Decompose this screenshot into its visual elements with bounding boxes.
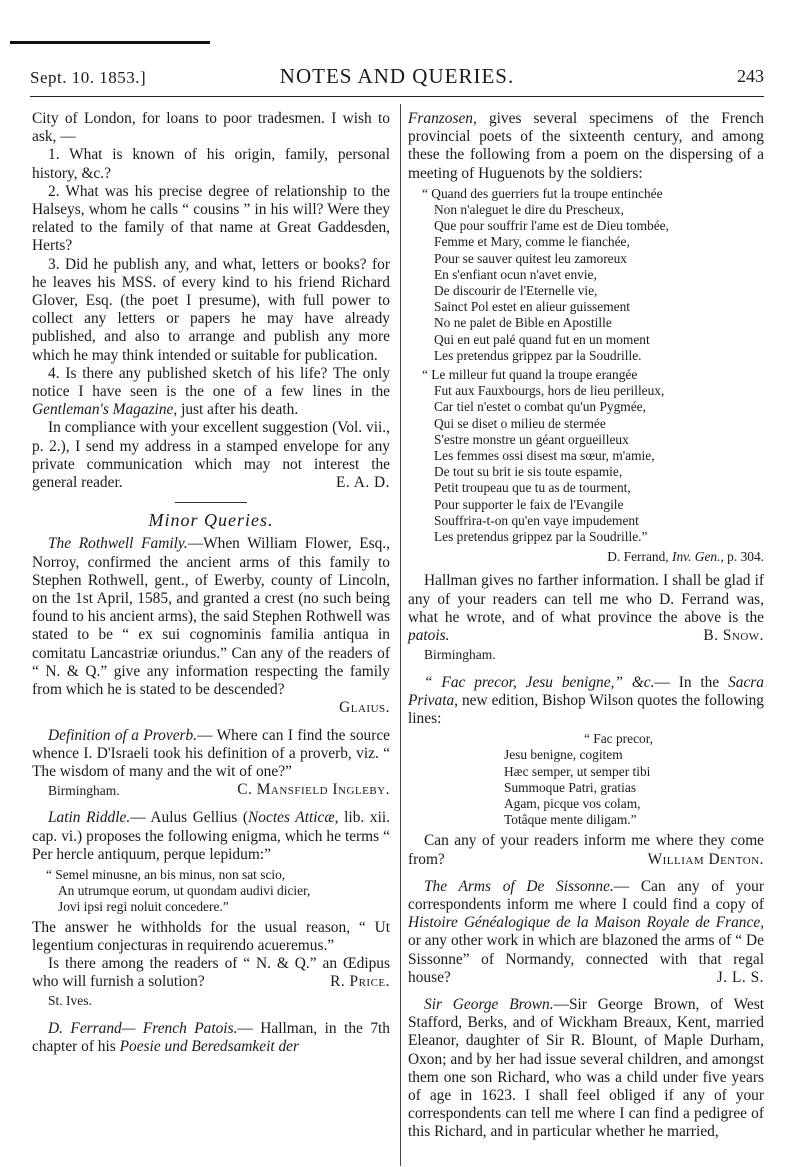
ferrand-continuation-text: gives several specimens of the French provincial poets of the sixteenth century, and among these the following from a poem on the dispersing of a meeting of Huguenots by the soldiers: <box>408 110 764 182</box>
verse-line: En s'enfiant ocun n'avet envie, <box>434 266 597 282</box>
top-rule <box>10 41 210 44</box>
header-date: Sept. 10. 1853.] <box>30 68 147 87</box>
riddle-title: Latin Riddle. <box>48 809 131 827</box>
verse-line: Hæc semper, ut semper tibi <box>504 763 651 779</box>
verse-line: “ Le milleur fut quand la troupe erangée <box>422 367 638 383</box>
ferrand-query <box>32 1020 390 1056</box>
riddle-text-b: lib. xii. cap. vi.) proposes the following enigma, which he terms “ Per hercle antiquum, perque lepidum:” <box>32 809 390 863</box>
column-divider <box>400 104 401 1166</box>
riddle-verse <box>46 867 390 916</box>
brown-query <box>408 996 764 1142</box>
hallman-paragraph <box>408 572 764 645</box>
verse-citation <box>408 548 764 566</box>
verse-line: Pour supporter le faix de l'Evangile <box>434 496 624 512</box>
rothwell-text: —When William Flower, Esq., Norroy, confirmed the ancient arms of this family to Stephen Rothwell, gent., of Ewerby, county of Lincoln, on the 1st April, 1585, and granted a crest (no such being found to his ancient arms), the said Stephen Rothwell was stated to be “ ex sui cognominis familia antiqua in comitatu Lancastriæ oriundus.” Can any of the readers of “ N. & Q.” give any information respecting the family from which he is stated to be descended? <box>32 535 390 699</box>
arms-text-a: — Can any of your correspondents inform me where I could find a copy of <box>408 877 764 913</box>
compliance-text: In compliance with your excellent suggestion (Vol. vii., p. 2.), I send my address in a stamped envelope for any private communication which may not interest the general reader. <box>32 419 390 492</box>
section-title: Minor Queries. <box>148 510 274 531</box>
verse-line: Fut aux Fauxbourgs, hors de lieu perilleux, <box>434 383 665 399</box>
ferrand-text: — Hallman, in the 7th chapter of his <box>32 1019 390 1055</box>
verse-line: “ Quand des guerriers fut la troupe entinchée <box>422 185 663 201</box>
rothwell-query <box>32 535 390 699</box>
fac-query <box>408 674 764 729</box>
signature-glaius: Glaius. <box>339 699 390 717</box>
verse-line: Les femmes ossi disest ma sœur, m'amie, <box>434 448 655 464</box>
brown-text: —Sir George Brown, of West Stafford, Berks, and of Wickham Breaux, Kent, married Eleanor, daughter of Sir R. Blount, of Maple Durham, Oxon; and by her had issue several children, and amongst them one son Richard, who was a child under five years of age in 1623. I shall feel obliged if any of your correspondents can tell me where I can find a pedigree of this Richard, and in particular whether he married, <box>408 995 764 1141</box>
verse-line: Non n'aleguet le dire du Prescheux, <box>434 202 624 218</box>
verse-line: Que pour souffrir l'ame est de Dieu tombée, <box>434 218 669 234</box>
verse-line: Jovi ipsi regi noluit concedere.” <box>58 899 229 915</box>
verse-line: De tout su brit ie sis toute espamie, <box>434 464 623 480</box>
query-4-text: 4. Is there any published sketch of his life? The only notice I have seen is the one of a few lines in the <box>32 364 390 401</box>
paragraph-continuation: City of London, for loans to poor tradesmen. I wish to ask, — <box>32 110 390 146</box>
arms-query <box>408 878 764 987</box>
brown-title: Sir George Brown. <box>424 995 554 1013</box>
verse-line: De discourir de l'Eternelle vie, <box>434 283 598 299</box>
query-1: 1. What is known of his origin, family, personal history, &c.? <box>32 146 390 182</box>
signature-denton: William Denton. <box>647 850 764 868</box>
magazine-title: Gentleman's Magazine, <box>32 401 178 419</box>
arms-text-b: or any other work in which are blazoned the arms of “ De Sissonne” of Normandy, connected with that regal house? <box>408 932 764 986</box>
cite-page: p. 304. <box>727 549 764 565</box>
verse-line: Car tiel n'estet o combat qu'un Pygmée, <box>434 399 646 415</box>
header-title: NOTES AND QUERIES. <box>279 64 515 88</box>
signature-ead: E. A. D. <box>335 474 390 492</box>
verse-line: Souffrira-t-on qu'en vaye impudement <box>434 512 639 528</box>
franzosen-work: Franzosen, <box>408 110 477 127</box>
verse-line: “ Fac precor, <box>584 731 653 747</box>
verse-line: No ne palet de Bible en Apostille <box>434 315 612 331</box>
query-2: 2. What was his precise degree of relationship to the Halseys, whom he calls “ cousins ” in his will? Were they related to the family of that name at Great Gaddesden, Herts? <box>32 182 390 255</box>
riddle-query <box>32 809 390 864</box>
section-separator <box>175 502 247 503</box>
arms-title: The Arms of De Sissonne. <box>424 877 614 895</box>
query-4 <box>32 365 390 420</box>
verse-line: Petit troupeau que tu as de tourment, <box>434 480 631 496</box>
left-column <box>32 110 390 1056</box>
hallman-text: Hallman gives no farther information. I shall be glad if any of your readers can tell me who D. Ferrand was, what he wrote, and of what province the above is the <box>408 572 764 626</box>
place-birmingham-2: Birmingham. <box>424 647 496 663</box>
latin-verse <box>504 731 764 828</box>
cite-author: D. Ferrand, <box>607 549 669 565</box>
right-column <box>408 110 764 1142</box>
riddle-question-text: Is there among the readers of “ N. & Q.” an Œdipus who will furnish a solution? <box>32 954 390 991</box>
signature-price: R. Price. <box>330 973 390 991</box>
verse-line: Pour se sauver quitest leu zamoreux <box>434 250 627 266</box>
fac-title: “ Fac precor, Jesu benigne,” &c. <box>424 673 655 691</box>
signature-ingleby: C. Mansfield Ingleby. <box>237 781 390 799</box>
page-header <box>30 64 764 94</box>
french-verse-2 <box>422 367 764 545</box>
ferrand-work: Poesie und Beredsamkeit der <box>119 1037 299 1055</box>
place-birmingham-1: Birmingham. <box>48 783 120 799</box>
verse-line: Les pretendus grippez par la Soudrille.” <box>434 529 648 545</box>
verse-line: Summoque Patri, gratias <box>504 779 637 795</box>
query-4-end: just after his death. <box>181 401 299 419</box>
place-st-ives: St. Ives. <box>48 993 92 1009</box>
rothwell-title: The Rothwell Family. <box>48 535 188 553</box>
verse-line: An utrumque eorum, ut quondam audivi dicier, <box>58 883 311 899</box>
proverb-text: — Where can I find the source whence I. D'Israeli took his definition of a proverb, viz. “ The wisdom of many and the wit of one?” <box>32 726 390 780</box>
riddle-answer: The answer he withholds for the usual reason, “ Ut legentium conjecturas in requirendo acueremus.” <box>32 918 390 954</box>
verse-line: Sainct Pol estet en alieur guissement <box>434 299 630 315</box>
french-verse-1 <box>422 186 764 364</box>
verse-line: “ Semel minusne, an bis minus, non sat scio, <box>46 866 286 882</box>
patois-word: patois. <box>408 627 450 645</box>
ferrand-continuation <box>408 110 764 183</box>
riddle-question <box>32 955 390 991</box>
header-rule <box>30 96 764 97</box>
signature-jls: J. L. S. <box>716 968 764 986</box>
fac-work: Sacra Privata, <box>408 673 764 709</box>
fac-text-a: — In the <box>654 673 720 691</box>
verse-line: Qui se diset o milieu de stermée <box>434 415 606 431</box>
query-3: 3. Did he publish any, and what, letters or books? for he leaves his MSS. of every kind to his friend Richard Glover, Esq. (the poet I presume), with full power to collect any letters or papers he may have already published, and also to arrange and publish any more which he may think intended or suitable for publication. <box>32 255 390 364</box>
compliance-paragraph <box>32 419 390 492</box>
verse-line: Femme et Mary, comme le fianchée, <box>434 234 630 250</box>
riddle-text-a: — Aulus Gellius ( <box>130 809 249 827</box>
verse-line: S'estre monstre un géant orgueilleux <box>434 431 629 447</box>
fac-text-b: new edition, Bishop Wilson quotes the following lines: <box>408 691 764 727</box>
verse-line: Totâque mente diligam.” <box>504 812 637 828</box>
ferrand-title: D. Ferrand— French Patois. <box>48 1019 238 1037</box>
cite-work: Inv. Gen., <box>672 549 724 565</box>
arms-work: Histoire Généalogique de la Maison Royale de France, <box>408 914 764 932</box>
page-number: 243 <box>737 66 764 86</box>
verse-line: Jesu benigne, cogitem <box>504 747 623 763</box>
verse-line: Les pretendus grippez par la Soudrille. <box>434 347 642 363</box>
riddle-work: Noctes Atticæ, <box>248 809 339 827</box>
fac-question <box>408 832 764 868</box>
verse-line: Agam, picque vos colam, <box>504 795 641 811</box>
signature-snow: B. Snow. <box>703 627 764 645</box>
fac-question-text: Can any of your readers inform me where they come from? <box>408 832 764 868</box>
verse-line: Qui en eut palé quand fut en un moment <box>434 331 650 347</box>
proverb-title: Definition of a Proverb. <box>48 726 198 744</box>
